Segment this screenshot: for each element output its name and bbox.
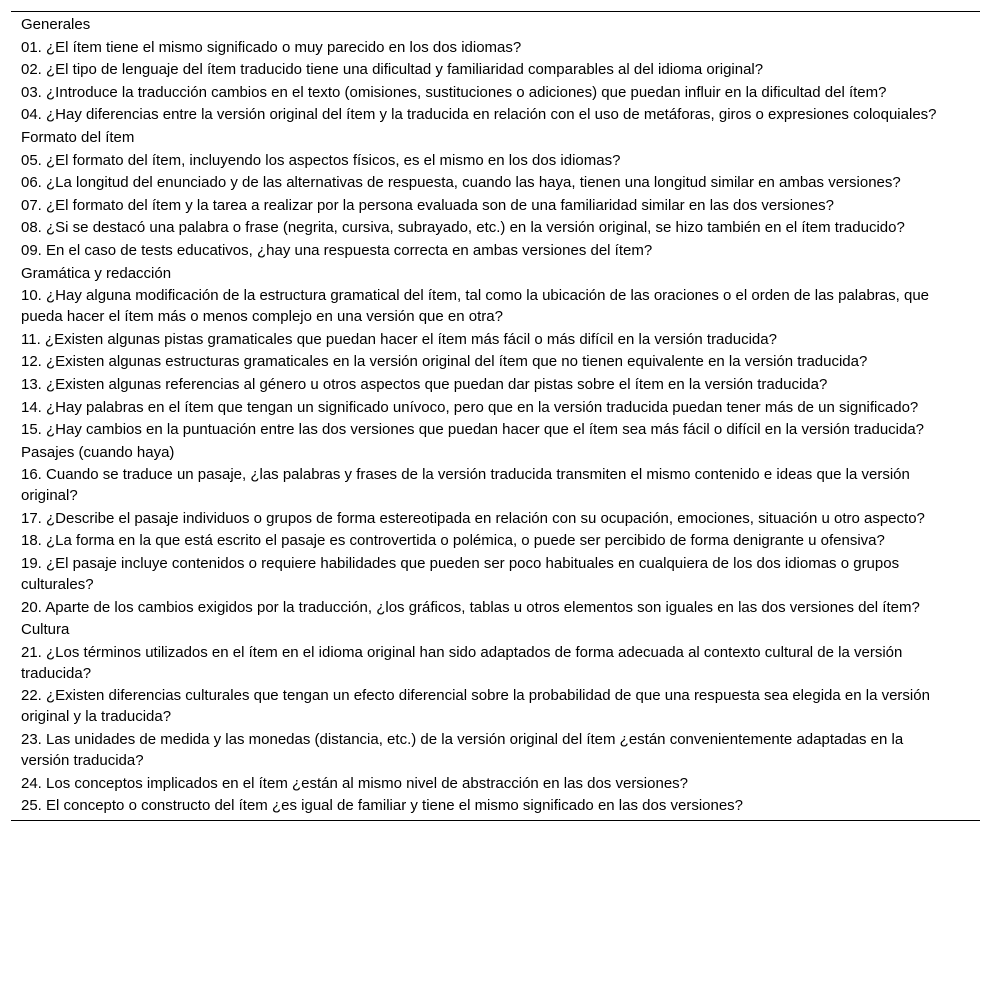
question-20: 20. Aparte de los cambios exigidos por la traducción, ¿los gráficos, tablas u otros elementos son iguales en las dos versiones del ítem? [21,598,920,616]
question-18: 18. ¿La forma en la que está escrito el pasaje es controvertida o polémica, o puede ser percibido de forma denigrante u ofensiva? [21,532,885,550]
question-16: 16. Cuando se traduce un pasaje, ¿las palabras y frases de la versión traducida transmiten el mismo contenido e ideas que la versión original? [21,466,910,505]
checklist-table [11,11,980,821]
question-03: 03. ¿Introduce la traducción cambios en el texto (omisiones, sustituciones o adiciones) que puedan influir en la dificultad del ítem? [21,83,887,101]
question-10: 10. ¿Hay alguna modificación de la estructura gramatical del ítem, tal como la ubicación de las oraciones o el orden de las palabras, que pueda hacer el ítem más o menos complejo en una versión que en otra? [21,287,930,326]
question-05: 05. ¿El formato del ítem, incluyendo los aspectos físicos, es el mismo en los dos idiomas? [21,151,621,169]
question-02: 02. ¿El tipo de lenguaje del ítem traducido tiene una dificultad y familiaridad comparables al del idioma original? [21,61,764,79]
question-01: 01. ¿El ítem tiene el mismo significado o muy parecido en los dos idiomas? [21,38,522,56]
section-heading-formato: Formato del ítem [21,128,135,146]
question-12: 12. ¿Existen algunas estructuras gramaticales en la versión original del ítem que no tienen equivalente en la versión traducida? [21,353,868,371]
question-09: 09. En el caso de tests educativos, ¿hay una respuesta correcta en ambas versiones del ítem? [21,241,653,259]
question-15: 15. ¿Hay cambios en la puntuación entre las dos versiones que puedan hacer que el ítem sea más fácil o difícil en la versión traducida? [21,421,925,439]
question-19: 19. ¿El pasaje incluye contenidos o requiere habilidades que pueden ser poco habituales en cualquiera de los dos idiomas o grupos culturales? [21,555,900,594]
question-13: 13. ¿Existen algunas referencias al género u otros aspectos que puedan dar pistas sobre el ítem en la versión traducida? [21,375,828,393]
question-04: 04. ¿Hay diferencias entre la versión original del ítem y la traducida en relación con el uso de metáforas, giros o expresiones coloquiales? [21,106,937,124]
question-08: 08. ¿Si se destacó una palabra o frase (negrita, cursiva, subrayado, etc.) en la versión original, se hizo también en el ítem traducido? [21,219,905,237]
section-heading-cultura: Cultura [21,621,70,639]
section-heading-gramatica: Gramática y redacción [21,264,172,282]
question-07: 07. ¿El formato del ítem y la tarea a realizar por la persona evaluada son de una familiaridad similar en las dos versiones? [21,196,834,214]
section-heading-pasajes: Pasajes (cuando haya) [21,443,175,461]
question-17: 17. ¿Describe el pasaje individuos o grupos de forma estereotipada en relación con su ocupación, emociones, situación u otro aspecto? [21,509,925,527]
question-21: 21. ¿Los términos utilizados en el ítem en el idioma original han sido adaptados de forma adecuada al contexto cultural de la versión traducida? [21,643,903,682]
question-23: 23. Las unidades de medida y las monedas (distancia, etc.) de la versión original del ítem ¿están convenientemente adaptadas en la versión traducida? [21,731,904,770]
question-25: 25. El concepto o constructo del ítem ¿es igual de familiar y tiene el mismo significado en las dos versiones? [21,797,744,815]
question-24: 24. Los conceptos implicados en el ítem ¿están al mismo nivel de abstracción en las dos versiones? [21,774,689,792]
question-11: 11. ¿Existen algunas pistas gramaticales que puedan hacer el ítem más fácil o más difícil en la versión traducida? [21,330,777,348]
question-22: 22. ¿Existen diferencias culturales que tengan un efecto diferencial sobre la probabilidad de que una respuesta sea elegida en la versión original y la traducida? [21,687,930,726]
section-heading-generales: Generales [21,16,91,33]
question-14: 14. ¿Hay palabras en el ítem que tengan un significado unívoco, pero que en la versión traducida puedan tener más de un significado? [21,398,919,416]
question-06: 06. ¿La longitud del enunciado y de las alternativas de respuesta, cuando las haya, tienen una longitud similar en ambas versiones? [21,174,901,192]
